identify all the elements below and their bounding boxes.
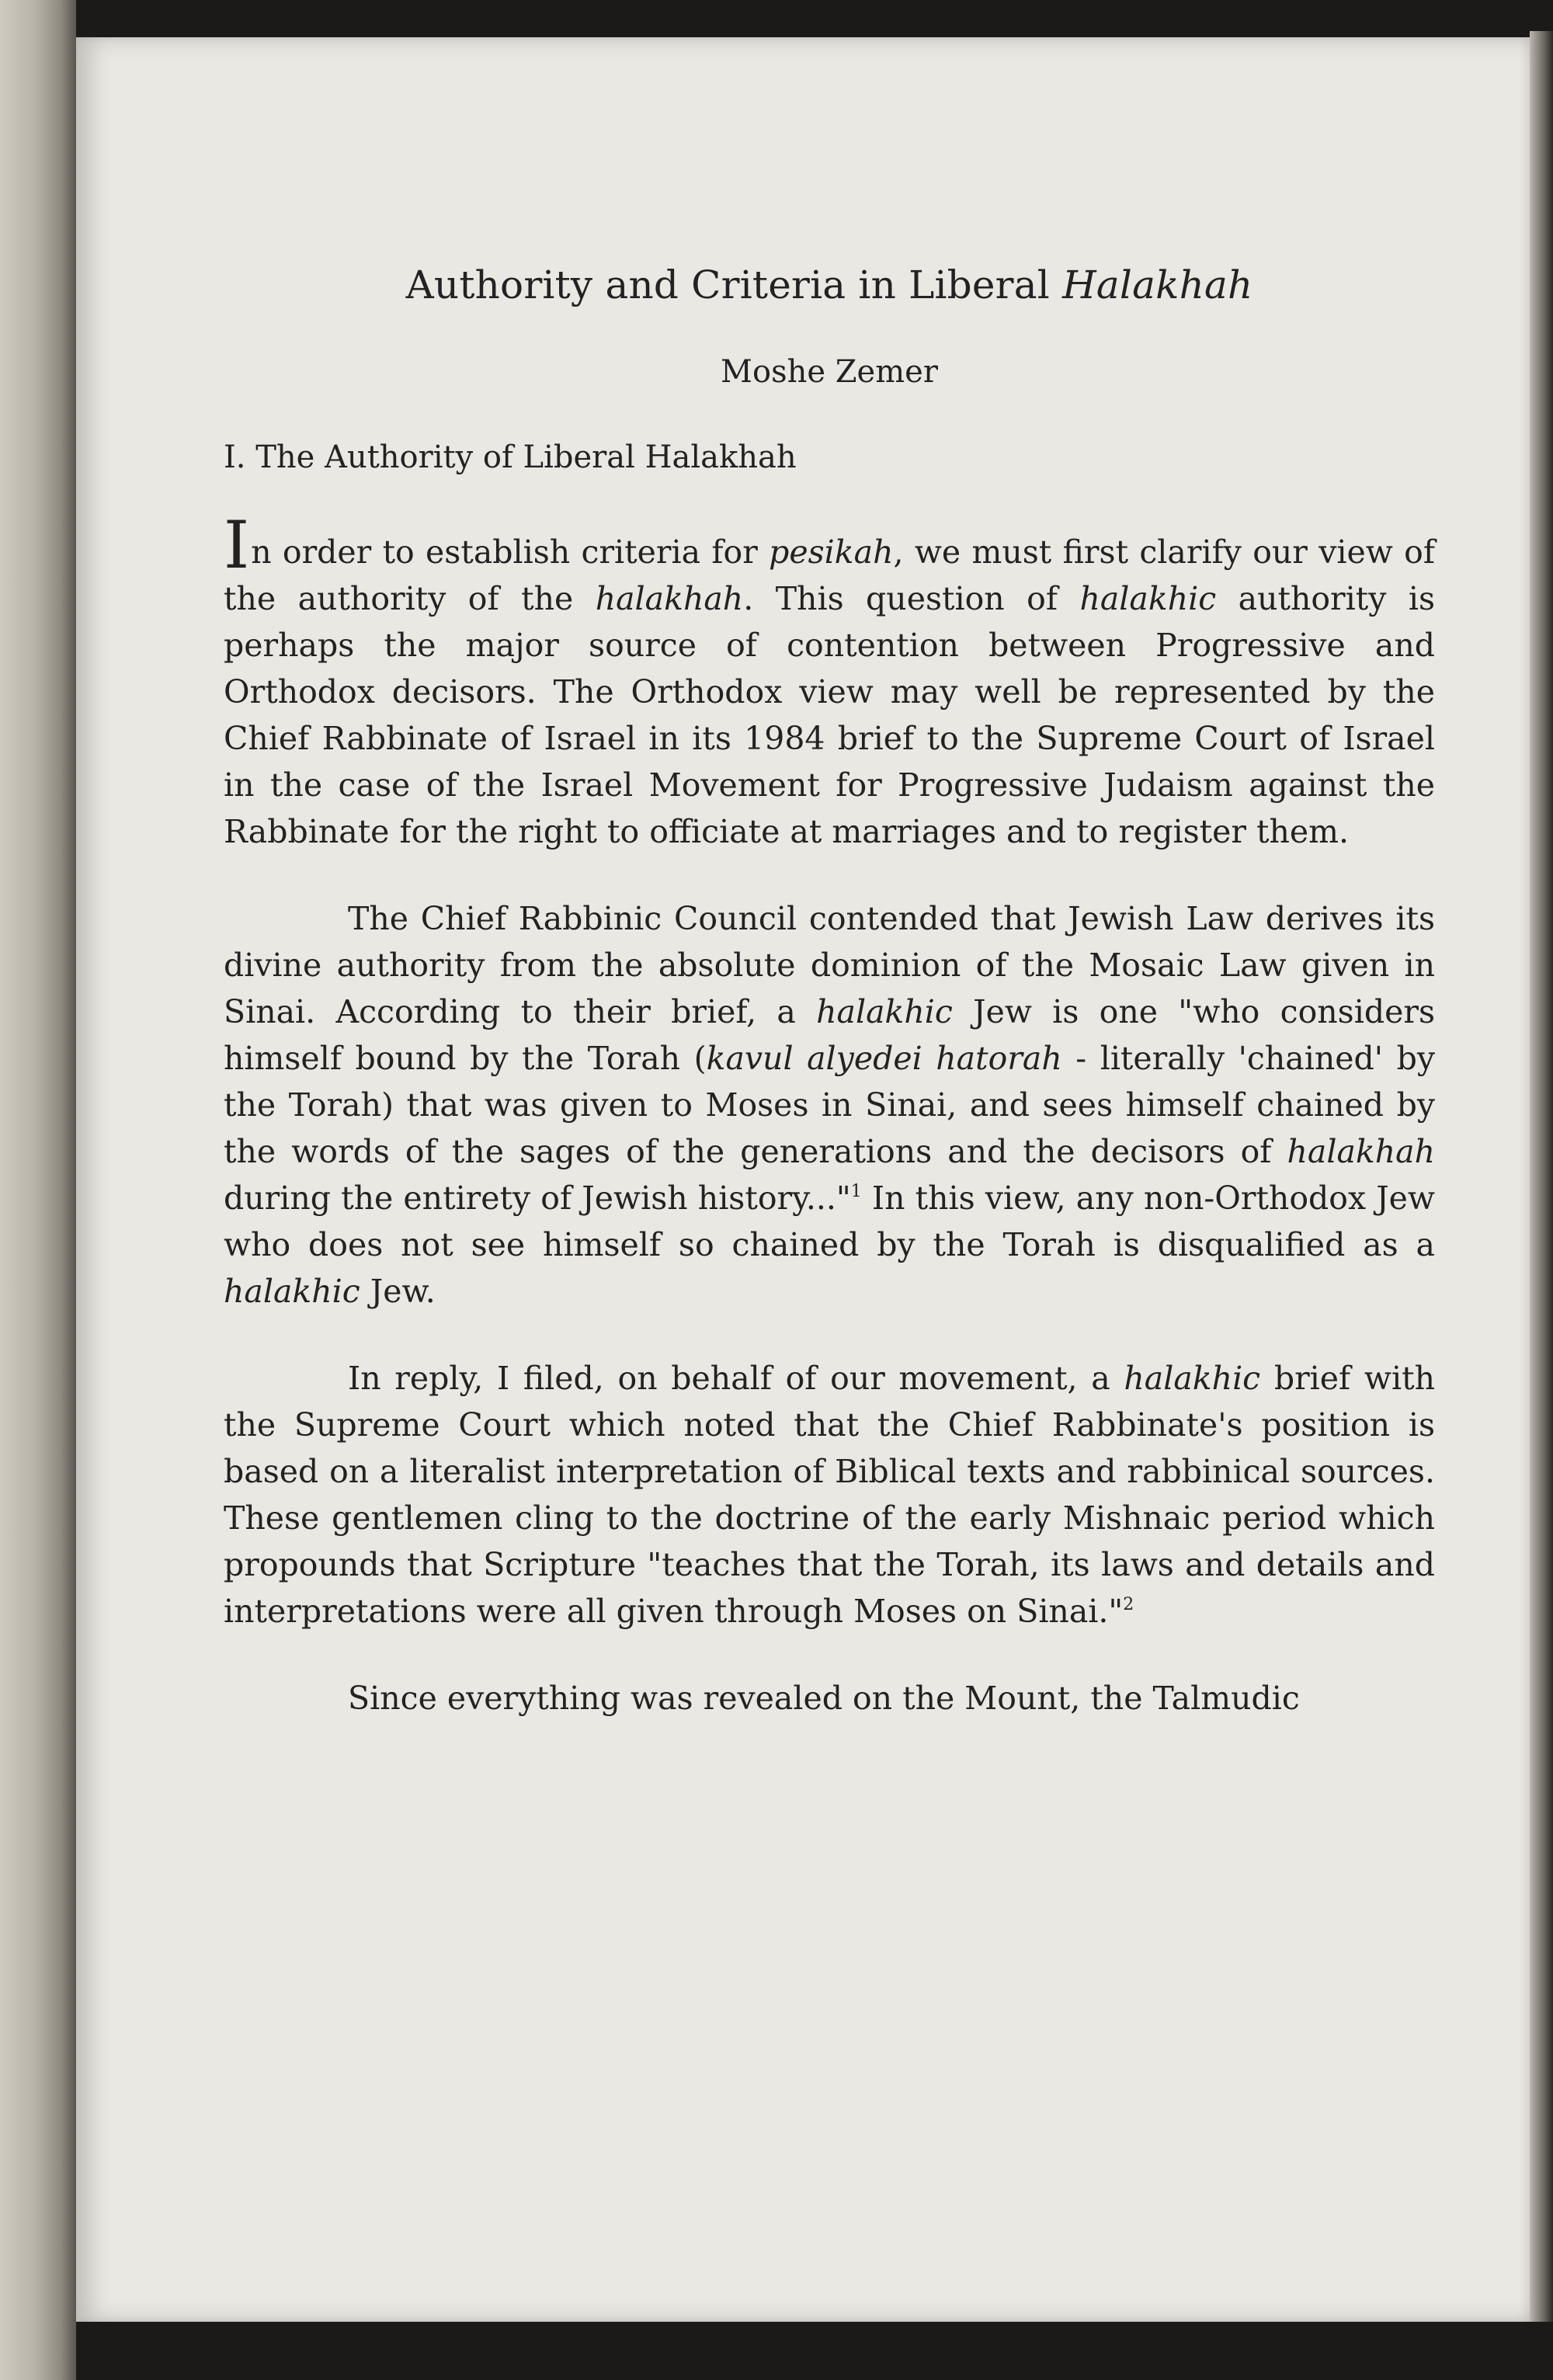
p3-text-2: brief with the Supreme Court which noted that the Chief Rabbinate's position is based on a literalist interpretation of Biblical texts and rabbinical sources. These gentlemen cling to the doctrine of the early Mishnaic period which propounds that Scripture "teaches that the Torah, its laws and details and interpretations were all given through Moses on Sinai." [224, 1360, 1435, 1630]
p3-text-1: In reply, I filed, on behalf of our movement, a [348, 1360, 1124, 1397]
p2-text-5: In this view, any non-Orthodox Jew who does not see himself so chained by the Torah is disqualified as a [224, 1180, 1435, 1263]
paragraph-4 [224, 1675, 1435, 1722]
paragraph-1 [224, 507, 1435, 855]
article-title-main: Authority and Criteria in Liberal [405, 262, 1050, 307]
scan-bottom-margin [76, 2322, 1553, 2380]
p2-text-4: during the entirety of Jewish history..." [224, 1180, 851, 1217]
article-title [224, 262, 1435, 307]
p2-italic-3: halakhah [1287, 1133, 1435, 1170]
p2-italic-4: halakhic [224, 1273, 360, 1310]
article-title-italic: Halakhah [1062, 262, 1253, 307]
p1-italic-1: pesikah [769, 533, 894, 571]
article-author: Moshe Zemer [721, 354, 938, 390]
p3-italic-1: halakhic [1124, 1360, 1261, 1397]
p2-text-2: Jew is one "who considers himself bound by the Torah ( [224, 993, 1435, 1077]
paragraph-3 [224, 1355, 1435, 1635]
p1-italic-3: halakhic [1079, 580, 1217, 617]
p1-text-1: n order to establish criteria for [251, 533, 770, 571]
footnote-ref-2[interactable]: 2 [1123, 1595, 1134, 1614]
p1-text-2: , we must first clarify our view of the authority of the [224, 533, 1435, 617]
p2-italic-1: halakhic [816, 993, 953, 1030]
page-text-block [224, 262, 1435, 1762]
drop-cap: I [224, 507, 250, 583]
p1-text-4: authority is perhaps the major source of contention between Progressive and Orthodox decisors. The Orthodox view may well be represented by the Chief Rabbinate of Israel in its 1984 brief to the Supreme Court of Israel in the case of the Israel Movement for Progressive Judaism against the Rabbinate for the right to officiate at marriages and to register them. [224, 580, 1435, 850]
paragraph-2 [224, 895, 1435, 1315]
page-fore-edge [1530, 31, 1553, 2330]
section-heading: I. The Authority of Liberal Halakhah [224, 440, 797, 475]
p2-text-1: The Chief Rabbinic Council contended that Jewish Law derives its divine authority from the absolute dominion of the Mosaic Law given in Sinai. According to their brief, a [224, 900, 1435, 1030]
p1-text-3: . This question of [743, 580, 1080, 617]
facing-page-edge [0, 0, 76, 2380]
p4-text-1: Since everything was revealed on the Mount, the Talmudic [348, 1680, 1300, 1717]
p2-italic-2: kavul alyedei hatorah [706, 1040, 1062, 1077]
p1-italic-2: halakhah [595, 580, 744, 617]
footnote-ref-1[interactable]: 1 [850, 1182, 862, 1201]
p2-text-6: Jew. [360, 1273, 436, 1310]
book-page [76, 37, 1530, 2322]
p2-text-3: - literally 'chained' by the Torah) that was given to Moses in Sinai, and sees himself chained by the words of the sages of the generations and the decisors of [224, 1040, 1436, 1170]
